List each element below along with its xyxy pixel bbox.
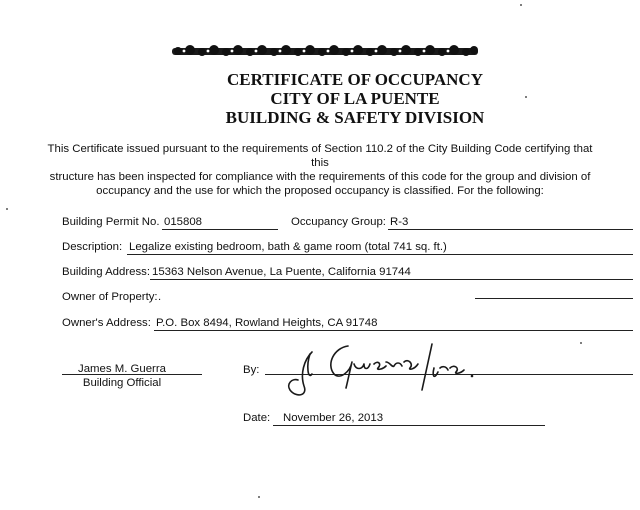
official-title: Building Official <box>82 377 162 389</box>
owner-value: . <box>158 291 162 303</box>
permit-value: 015808 <box>162 215 278 230</box>
intro-paragraph <box>40 142 600 198</box>
address-label: Building Address: <box>62 266 151 278</box>
owner-address-value: P.O. Box 8494, Rowland Heights, CA 91748 <box>154 316 633 331</box>
scan-speck <box>520 4 522 6</box>
occupancy-label: Occupancy Group: <box>291 216 386 228</box>
official-name: James M. Guerra <box>78 363 166 375</box>
date-value: November 26, 2013 <box>273 411 545 426</box>
scan-speck <box>6 208 8 210</box>
description-label: Description: <box>62 241 123 253</box>
address-value: 15363 Nelson Avenue, La Puente, California 91744 <box>150 265 633 280</box>
certificate-title: CERTIFICATE OF OCCUPANCY <box>227 70 483 89</box>
intro-line-2: structure has been inspected for compliance with the requirements of this code for the group and division of <box>49 171 591 183</box>
division-name: BUILDING & SAFETY DIVISION <box>225 108 485 127</box>
description-value: Legalize existing bedroom, bath & game room (total 741 sq. ft.) <box>127 240 633 255</box>
owner-address-label: Owner's Address: <box>62 317 151 329</box>
owner-underline <box>475 298 633 299</box>
city-name: CITY OF LA PUENTE <box>270 89 440 108</box>
scan-speck <box>258 496 260 498</box>
scan-speck <box>525 96 527 98</box>
intro-line-3: occupancy and the use for which the proposed occupancy is classified. For the following: <box>96 185 544 197</box>
occupancy-value: R-3 <box>388 215 633 230</box>
scan-speck <box>580 342 582 344</box>
signature-image <box>282 340 482 400</box>
decorative-border <box>170 42 480 62</box>
by-label: By: <box>243 364 260 376</box>
permit-label: Building Permit No. <box>62 216 160 228</box>
intro-line-1: This Certificate issued pursuant to the requirements of Section 110.2 of the City Building Code certifying that this <box>47 143 593 169</box>
date-label: Date: <box>243 412 271 424</box>
owner-label: Owner of Property: <box>62 291 158 303</box>
